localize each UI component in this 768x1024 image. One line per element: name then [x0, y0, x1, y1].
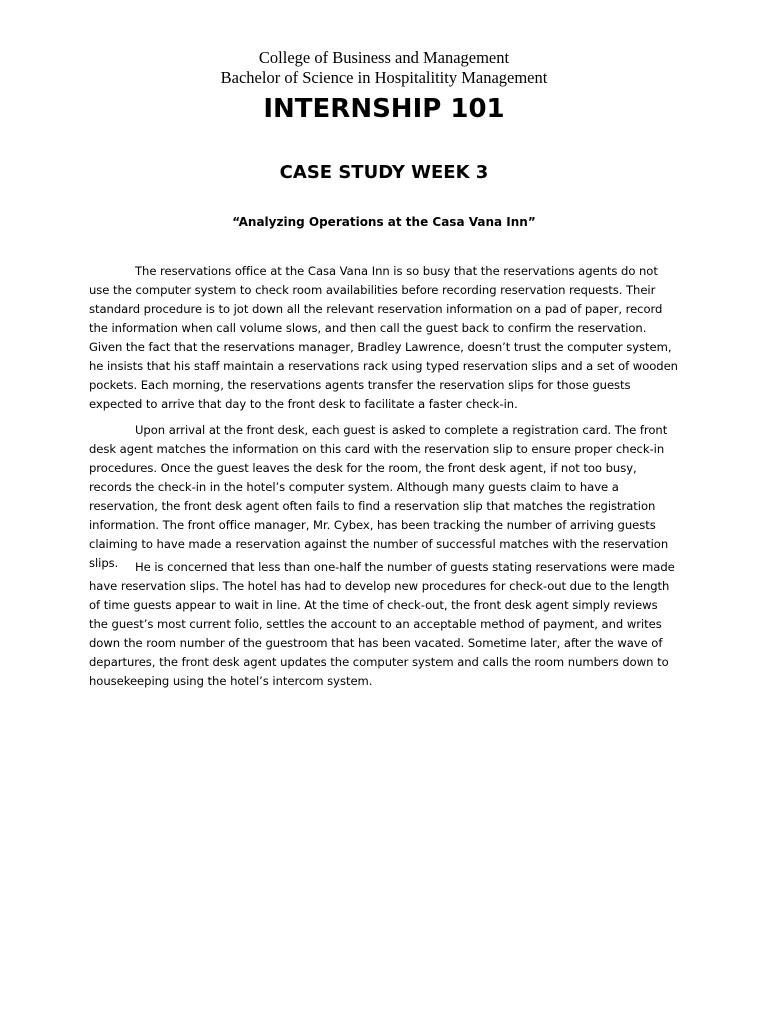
case-study-subtitle: “Analyzing Operations at the Casa Vana Inn” — [232, 215, 536, 229]
course-title: INTERNSHIP 101 — [263, 94, 505, 124]
paragraph-1: The reservations office at the Casa Vana Inn is so busy that the reservations agents do not use the computer system to check room availabilities before recording reservation requests. Their standard procedure is to jot down all the relevant reservation information on a pad of paper, record the information when call volume slows, and then call the guest back to confirm the reservation. Given the fact that the reservations manager, Bradley Lawrence, doesn’t trust the computer system, he insists that his staff maintain a reservations rack using typed reservation slips and a set of wooden pockets. Each morning, the reservations agents transfer the reservation slips for those guests expected to arrive that day to the front desk to facilitate a faster check-in. — [89, 264, 678, 411]
paragraph-3: He is concerned that less than one-half the number of guests stating reservations were made have reservation slips. The hotel has had to develop new procedures for check-out due to the length of time guests appear to wait in line. At the time of check-out, the front desk agent simply reviews the guest’s most current folio, settles the account to an acceptable method of payment, and writes down the room number of the guestroom that has been vacated. Sometime later, after the wave of departures, the front desk agent updates the computer system and calls the room numbers down to housekeeping using the hotel’s intercom system. — [89, 560, 675, 688]
paragraph-2: Upon arrival at the front desk, each guest is asked to complete a registration card. The front desk agent matches the information on this card with the reservation slip to ensure proper check-in procedures. Once the guest leaves the desk for the room, the front desk agent, if not too busy, records the check-in in the hotel’s computer system. Although many guests claim to have a reservation, the front desk agent often fails to find a reservation slip that matches the registration information. The front office manager, Mr. Cybex, has been tracking the number of arriving guests claiming to have made a reservation against the number of successful matches with the reservation slips. — [89, 423, 669, 570]
case-study-heading: CASE STUDY WEEK 3 — [279, 162, 489, 183]
program-name: Bachelor of Science in Hospitalitity Management — [220, 68, 548, 87]
college-name: College of Business and Management — [258, 48, 510, 67]
